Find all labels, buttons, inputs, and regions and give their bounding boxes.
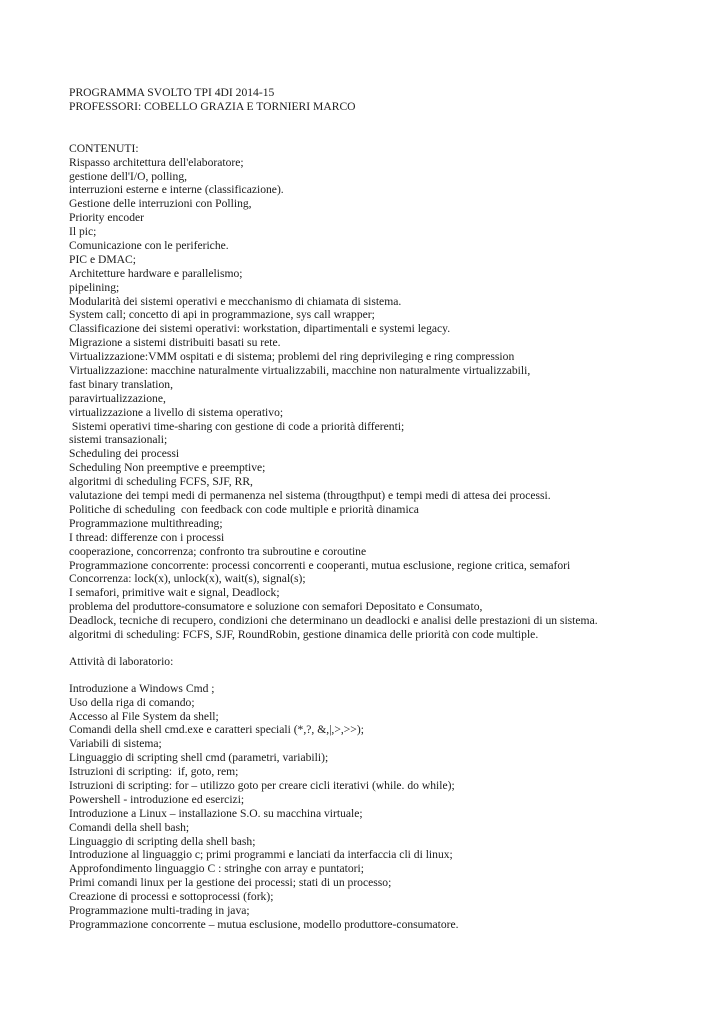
lab-heading: Attività di laboratorio: bbox=[69, 654, 174, 668]
content-item: Il pic; bbox=[69, 225, 97, 239]
content-item: Migrazione a sistemi distribuiti basati su rete. bbox=[69, 336, 281, 350]
lab-item: Istruzioni di scripting: for – utilizzo goto per creare cicli iterativi (while. do while); bbox=[69, 778, 455, 792]
content-item: Scheduling Non preemptive e preemptive; bbox=[69, 461, 266, 475]
lab-list bbox=[69, 682, 709, 932]
lab-item: Introduzione a Windows Cmd ; bbox=[69, 681, 215, 695]
content-item: cooperazione, concorrenza; confronto tra subroutine e coroutine bbox=[69, 544, 367, 558]
content-item: Comunicazione con le periferiche. bbox=[69, 239, 229, 253]
spacer bbox=[69, 642, 709, 655]
content-item: Classificazione dei sistemi operativi: workstation, dipartimentali e systemi legacy. bbox=[69, 322, 451, 336]
lab-item: Comandi della shell bash; bbox=[69, 820, 190, 834]
lab-item: Powershell - introduzione ed esercizi; bbox=[69, 792, 245, 806]
contents-list bbox=[69, 156, 709, 642]
content-item: valutazione dei tempi medi di permanenza nel sistema (througthput) e tempi medi di attesa dei processi. bbox=[69, 489, 551, 503]
document-title: PROGRAMMA SVOLTO TPI 4DI 2014-15 bbox=[69, 86, 275, 99]
content-item: Rispasso architettura dell'elaboratore; bbox=[69, 155, 244, 169]
spacer bbox=[69, 669, 709, 682]
content-item: Virtualizzazione:VMM ospitati e di sistema; problemi del ring deprivileging e ring compression bbox=[69, 350, 515, 364]
content-item: interruzioni esterne e interne (classificazione). bbox=[69, 183, 284, 197]
lab-item: Linguaggio di scripting della shell bash; bbox=[69, 834, 256, 848]
content-item: Priority encoder bbox=[69, 211, 145, 225]
content-item: algoritmi di scheduling FCFS, SJF, RR, bbox=[69, 475, 253, 489]
spacer bbox=[69, 114, 709, 142]
content-item: pipelining; bbox=[69, 280, 120, 294]
lab-item: Linguaggio di scripting shell cmd (parametri, variabili); bbox=[69, 751, 329, 765]
content-item: I thread: differenze con i processi bbox=[69, 530, 225, 544]
lab-item: Variabili di sistema; bbox=[69, 737, 162, 751]
content-item: virtualizzazione a livello di sistema operativo; bbox=[69, 405, 284, 419]
content-item: algoritmi di scheduling: FCFS, SJF, RoundRobin, gestione dinamica delle priorità con code multiple. bbox=[69, 627, 539, 641]
document-page bbox=[69, 86, 709, 932]
content-item: Deadlock, tecniche di recupero, condizioni che determinano un deadlocki e analisi delle prestazioni di un sistema. bbox=[69, 614, 598, 628]
lab-item: Creazione di processi e sottoprocessi (fork); bbox=[69, 890, 274, 904]
content-item: System call; concetto di api in programmazione, sys call wrapper; bbox=[69, 308, 375, 322]
document-teachers: PROFESSORI: COBELLO GRAZIA E TORNIERI MARCO bbox=[69, 99, 356, 113]
content-item: PIC e DMAC; bbox=[69, 252, 136, 266]
lab-item: Introduzione al linguaggio c; primi programmi e lanciati da interfaccia cli di linux; bbox=[69, 848, 453, 862]
lab-item: Programmazione multi-trading in java; bbox=[69, 903, 250, 917]
lab-item: Istruzioni di scripting: if, goto, rem; bbox=[69, 765, 239, 779]
content-item: Modularità dei sistemi operativi e mecchanismo di chiamata di sistema. bbox=[69, 294, 402, 308]
content-item: Sistemi operativi time-sharing con gestione di code a priorità differenti; bbox=[69, 419, 405, 433]
content-item: Programmazione concorrente: processi concorrenti e cooperanti, mutua esclusione, regione critica, semafori bbox=[69, 558, 571, 572]
content-item: Virtualizzazione: macchine naturalmente virtualizzabili, macchine non naturalmente virtualizzabili, bbox=[69, 364, 531, 378]
content-item: Scheduling dei processi bbox=[69, 447, 180, 461]
content-item: I semafori, primitive wait e signal, Deadlock; bbox=[69, 586, 280, 600]
lab-item: Comandi della shell cmd.exe e caratteri speciali (*,?, &,|,>,>>); bbox=[69, 723, 364, 737]
lab-item: Uso della riga di comando; bbox=[69, 695, 195, 709]
content-item: gestione dell'I/O, polling, bbox=[69, 169, 188, 183]
content-item: Concorrenza: lock(x), unlock(x), wait(s), signal(s); bbox=[69, 572, 306, 586]
lab-item: Programmazione concorrente – mutua esclusione, modello produttore-consumatore. bbox=[69, 917, 459, 931]
content-item: fast binary translation, bbox=[69, 377, 173, 391]
content-item: paravirtualizzazione, bbox=[69, 391, 166, 405]
lab-item: Approfondimento linguaggio C : stringhe con array e puntatori; bbox=[69, 862, 364, 876]
lab-item: Primi comandi linux per la gestione dei processi; stati di un processo; bbox=[69, 876, 392, 890]
content-item: sistemi transazionali; bbox=[69, 433, 168, 447]
content-item: Gestione delle interruzioni con Polling, bbox=[69, 197, 252, 211]
content-item: Architetture hardware e parallelismo; bbox=[69, 266, 243, 280]
content-item: problema del produttore-consumatore e soluzione con semafori Depositato e Consumato, bbox=[69, 600, 483, 614]
content-item: Programmazione multithreading; bbox=[69, 516, 223, 530]
contents-heading: CONTENUTI: bbox=[69, 141, 139, 155]
lab-item: Accesso al File System da shell; bbox=[69, 709, 219, 723]
content-item: Politiche di scheduling con feedback con code multiple e priorità dinamica bbox=[69, 502, 419, 516]
lab-item: Introduzione a Linux – installazione S.O. su macchina virtuale; bbox=[69, 806, 363, 820]
